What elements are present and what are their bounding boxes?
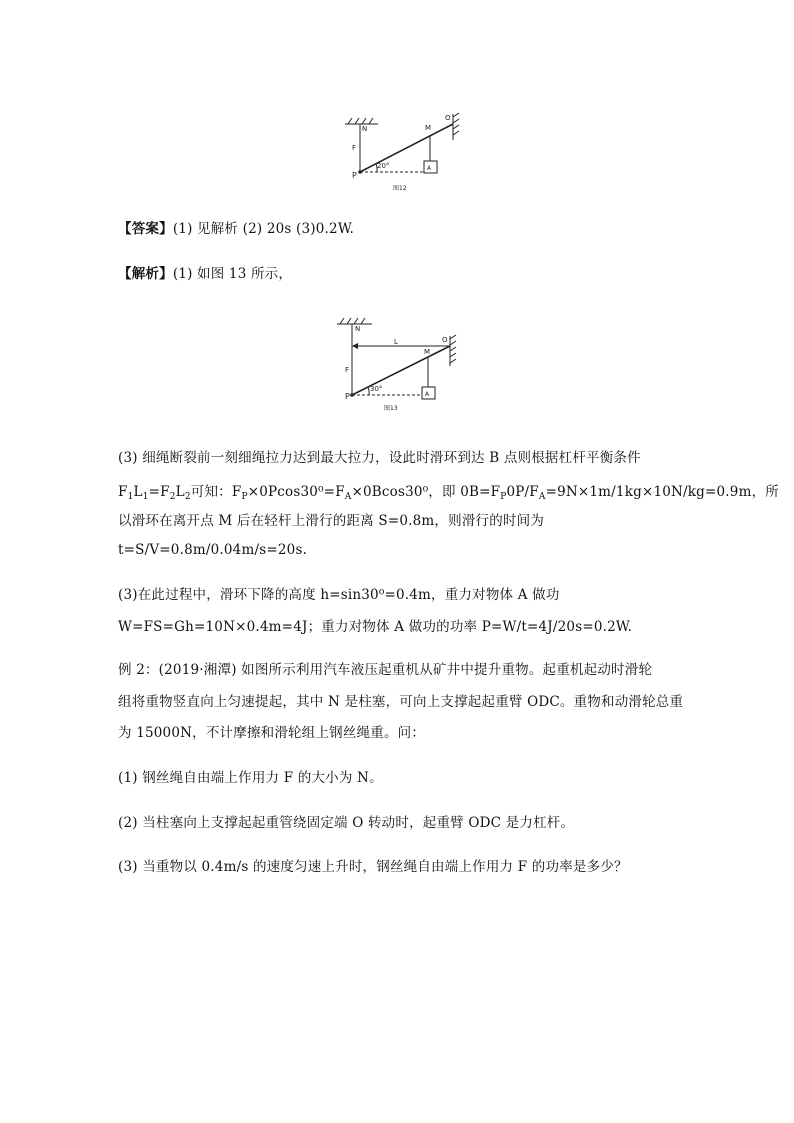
label-f: F: [345, 366, 350, 374]
label-o: O: [445, 114, 451, 122]
label-l: L: [394, 338, 398, 346]
lever-diagram-12: [340, 108, 470, 196]
label-p: P: [352, 171, 357, 180]
answer-line: [118, 219, 354, 239]
label-p: P: [345, 392, 350, 401]
label-angle: 20°: [377, 162, 390, 170]
answer-tag: 【答案】: [118, 221, 173, 237]
example2-line-3: 为 15000N，不计摩擦和滑轮组上钢丝绳重。问：: [118, 725, 426, 741]
label-n: N: [362, 125, 368, 133]
example2-line-1: 例 2：(2019·湘潭) 如图所示利用汽车液压起重机从矿井中提升重物。起重机起动时滑轮: [118, 662, 653, 678]
figure-caption: 图12: [393, 185, 407, 192]
label-a: A: [425, 391, 430, 398]
label-angle: 30°: [370, 385, 383, 393]
label-n: N: [355, 325, 361, 333]
part3-line-3: 以滑环在离开点 M 后在轻杆上滑行的距离 S=0.8m，则滑行的时间为: [118, 513, 545, 529]
part3-line-2: $F_1L_1=F_2L_2$可知：$F_P\times 0Pcos30^0=F_A\times 0Bcos30^0$，即 $0B=F_P0P/F_A=9N\times 1m/1kg\times 10N/kg=0.9m$，所: [118, 484, 779, 502]
label-m: M: [424, 348, 431, 356]
example2-question-3: (3) 当重物以 0.4m/s 的速度匀速上升时，钢丝绳自由端上作用力 F 的功率是多少？: [118, 859, 628, 875]
example2-question-2: (2) 当柱塞向上支撑起起重管绕固定端 O 转动时，起重臂 ODC 是力杠杆。: [118, 815, 575, 831]
analysis-tag: 【解析】: [118, 266, 173, 282]
label-f: F: [352, 144, 357, 152]
example2-line-2: 组将重物竖直向上匀速提起，其中 N 是柱塞，可向上支撑起起重臂 ODC。重物和动滑轮总重: [118, 694, 684, 710]
label-a: A: [427, 165, 432, 172]
label-o: O: [442, 336, 448, 344]
part3b-line-1: (3)在此过程中，滑环下降的高度 h=sin30⁰=0.4m，重力对物体 A 做功: [118, 587, 560, 603]
figure-13: [332, 314, 462, 414]
answer-text: (1) 见解析 (2) 20s (3)0.2W.: [172, 221, 355, 237]
lever-diagram-13: [332, 314, 462, 414]
figure-caption: 图13: [384, 405, 398, 412]
part3-line-1: (3) 细绳断裂前一刻细绳拉力达到最大拉力，设此时滑环到达 B 点则根据杠杆平衡条件: [118, 450, 641, 466]
label-m: M: [425, 124, 432, 132]
analysis-line: [118, 264, 292, 284]
part3-line-4: t=S/V=0.8m/0.04m/s=20s.: [118, 542, 308, 558]
analysis-text: (1) 如图 13 所示，: [172, 266, 293, 282]
part3b-line-2: W=FS=Gh=10N×0.4m=4J；重力对物体 A 做功的功率 P=W/t=4J/20s=0.2W.: [118, 619, 633, 635]
figure-12: [340, 108, 470, 196]
example2-question-1: (1) 钢丝绳自由端上作用力 F 的大小为 N。: [118, 770, 383, 786]
